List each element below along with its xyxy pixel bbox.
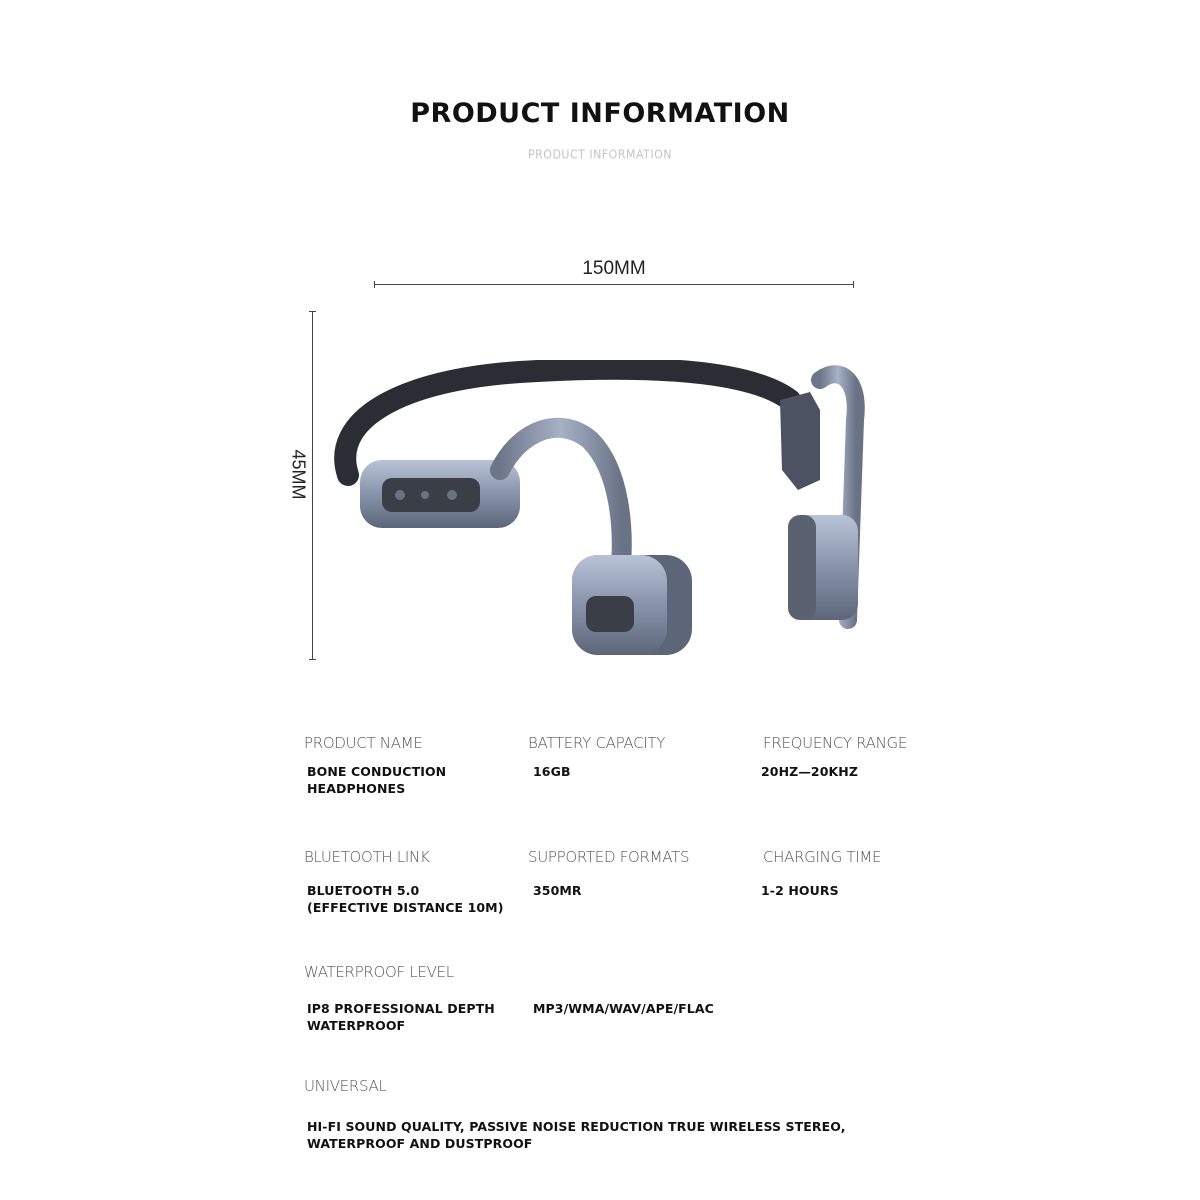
spec-value-line: BONE CONDUCTION xyxy=(307,764,447,779)
spec-value-line: 350MR xyxy=(533,883,582,898)
spec-value-line: WATERPROOF xyxy=(307,1018,406,1033)
spec-label-universal: UNIVERSAL xyxy=(304,1077,387,1095)
spec-value-frequency-range xyxy=(761,763,858,780)
page-title: PRODUCT INFORMATION xyxy=(410,98,790,129)
spec-label-frequency-range: FREQUENCY RANGE xyxy=(763,734,908,752)
spec-value-line: IP8 PROFESSIONAL DEPTH xyxy=(307,1001,495,1016)
width-dimension-label: 150MM xyxy=(582,258,646,279)
spec-label-bluetooth-link: BLUETOOTH LINK xyxy=(304,848,430,866)
spec-value-waterproof-level xyxy=(307,1000,495,1034)
spec-value-line: BLUETOOTH 5.0 xyxy=(307,883,420,898)
spec-value-supported-formats xyxy=(533,882,582,899)
spec-value-line: (EFFECTIVE DISTANCE 10M) xyxy=(307,900,504,915)
width-dimension-line xyxy=(374,284,854,285)
page-subtitle: PRODUCT INFORMATION xyxy=(528,147,672,162)
spec-value-audio-formats xyxy=(533,1000,714,1017)
height-dimension-line xyxy=(312,311,313,660)
spec-value-line: 20HZ—20KHZ xyxy=(761,764,859,779)
spec-value-line: MP3/WMA/WAV/APE/FLAC xyxy=(533,1001,714,1016)
spec-label-charging-time: CHARGING TIME xyxy=(763,848,882,866)
spec-value-bluetooth-link xyxy=(307,882,504,916)
spec-value-line: 16GB xyxy=(533,764,571,779)
spec-value-product-name xyxy=(307,763,446,797)
spec-label-battery-capacity: BATTERY CAPACITY xyxy=(528,734,666,752)
spec-label-waterproof-level: WATERPROOF LEVEL xyxy=(304,963,454,981)
spec-value-line: HI-FI SOUND QUALITY, PASSIVE NOISE REDUCTION TRUE WIRELESS STEREO, xyxy=(307,1119,846,1134)
spec-value-charging-time xyxy=(761,882,839,899)
spec-value-battery-capacity xyxy=(533,763,571,780)
spec-value-universal xyxy=(307,1118,846,1152)
height-dimension-label: 45MM xyxy=(288,449,309,500)
spec-label-supported-formats: SUPPORTED FORMATS xyxy=(528,848,690,866)
spec-value-line: HEADPHONES xyxy=(307,781,406,796)
spec-value-line: WATERPROOF AND DUSTPROOF xyxy=(307,1136,533,1151)
headphones-image xyxy=(320,360,880,660)
spec-label-product-name: PRODUCT NAME xyxy=(304,734,423,752)
spec-value-line: 1-2 HOURS xyxy=(761,883,839,898)
